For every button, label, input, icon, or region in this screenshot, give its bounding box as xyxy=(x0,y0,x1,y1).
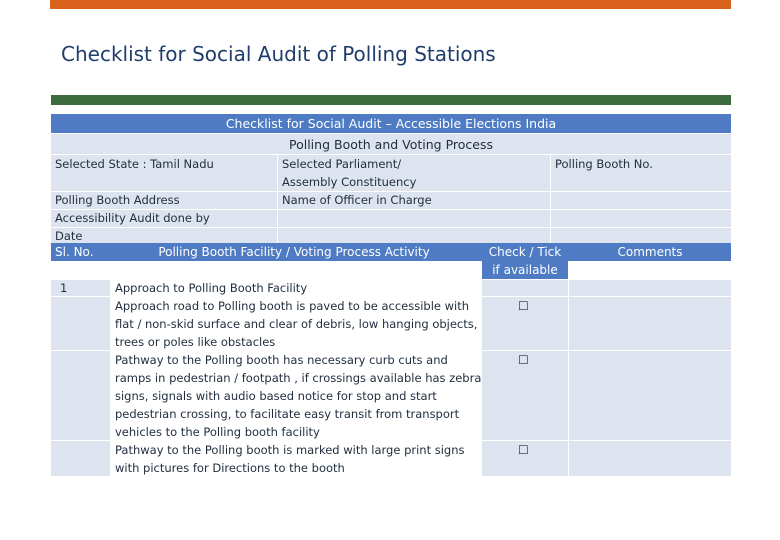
column-header-facility: Polling Booth Facility / Voting Process Activity xyxy=(158,245,430,259)
body-sl-col xyxy=(51,280,110,476)
officer-value-cell xyxy=(551,192,731,209)
selected-parliament-label-line1: Selected Parliament/ xyxy=(282,157,402,171)
item-text-line: ramps in pedestrian / footpath , if crossings available has zebra xyxy=(115,371,482,385)
table-subheading-row xyxy=(51,134,731,154)
column-header-comments: Comments xyxy=(617,245,683,259)
check-box[interactable]: ☐ xyxy=(518,299,529,313)
section-title: Approach to Polling Booth Facility xyxy=(115,281,308,295)
column-header-check-line1: Check / Tick xyxy=(482,243,568,261)
item-text-line: flat / non-skid surface and clear of debris, low hanging objects, xyxy=(115,317,478,331)
audit-value-cell xyxy=(551,210,731,227)
item-text-line: signs, signals with audio based notice for stop and start xyxy=(115,389,437,403)
check-box[interactable]: ☐ xyxy=(518,443,529,457)
polling-booth-address-label: Polling Booth Address xyxy=(55,193,180,207)
officer-in-charge-label: Name of Officer in Charge xyxy=(282,193,432,207)
item-text-line: with pictures for Directions to the booth xyxy=(115,461,345,475)
check-box[interactable]: ☐ xyxy=(518,353,529,367)
body-comments-col xyxy=(569,280,731,476)
item-text-line: Pathway to the Polling booth has necessary curb cuts and xyxy=(115,353,448,367)
green-divider-bar xyxy=(51,95,731,105)
page-title: Checklist for Social Audit of Polling Stations xyxy=(61,42,496,66)
selected-parliament-label-line2: Assembly Constituency xyxy=(282,175,417,189)
date-label: Date xyxy=(55,229,83,243)
top-accent-bar xyxy=(50,0,731,9)
item-text-line: Pathway to the Polling booth is marked with large print signs xyxy=(115,443,465,457)
table-subheading: Polling Booth and Voting Process xyxy=(289,137,493,152)
column-header-sl-no: Sl. No. xyxy=(55,245,94,259)
item-text-line: pedestrian crossing, to facilitate easy transit from transport xyxy=(115,407,460,421)
table-heading: Checklist for Social Audit – Accessible Elections India xyxy=(225,116,557,131)
item-text-line: vehicles to the Polling booth facility xyxy=(115,425,320,439)
audit-mid-cell xyxy=(278,210,550,227)
checklist-table xyxy=(51,114,731,476)
section-number: 1 xyxy=(60,281,68,295)
item-text-line: trees or poles like obstacles xyxy=(115,335,276,349)
polling-booth-no-label: Polling Booth No. xyxy=(555,157,653,171)
item-text-line: Approach road to Polling booth is paved to be accessible with xyxy=(115,299,470,313)
accessibility-audit-label: Accessibility Audit done by xyxy=(55,211,210,225)
table-heading-row xyxy=(51,114,731,133)
column-header-check-line2: if available xyxy=(482,261,568,279)
selected-state-label: Selected State : Tamil Nadu xyxy=(55,157,214,171)
